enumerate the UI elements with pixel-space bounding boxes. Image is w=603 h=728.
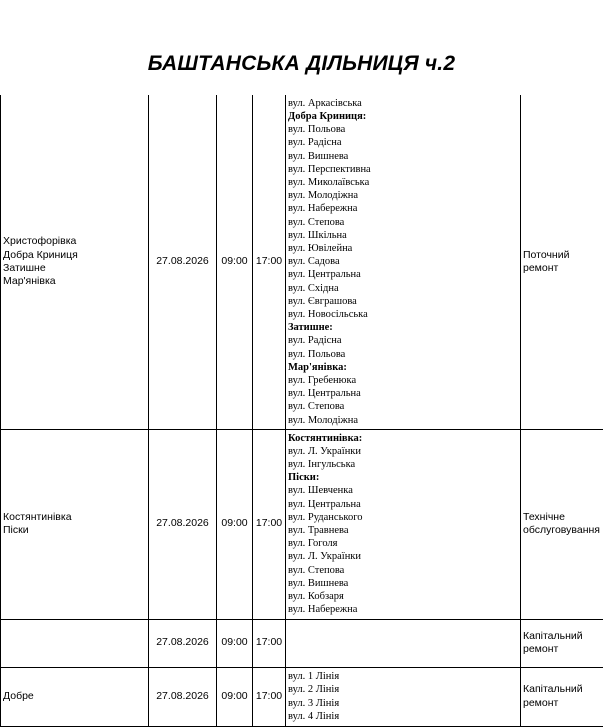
- end-time-cell: 17:00: [253, 429, 286, 619]
- street-name: вул. Молодіжна: [288, 190, 359, 202]
- street-name: вул. 2 Лінія: [288, 684, 340, 696]
- location-name: Костянтинівка: [3, 510, 72, 523]
- settlement-heading: Піски:: [288, 472, 320, 484]
- work-type-line: Технічне: [523, 510, 565, 523]
- work-type-cell: [521, 619, 603, 667]
- table-body: [1, 95, 603, 726]
- street-name: вул. Центральна: [288, 388, 361, 400]
- street-name: вул. Степова: [288, 216, 345, 228]
- street-name: вул. Степова: [288, 564, 345, 576]
- street-name: вул. Перспективна: [288, 163, 371, 175]
- locations-cell: [1, 619, 149, 667]
- end-time-cell: 17:00: [253, 619, 286, 667]
- street-name: вул. Руданського: [288, 511, 363, 523]
- outage-schedule-table: [0, 95, 603, 727]
- streets-cell: [286, 667, 521, 726]
- work-type-line: Капітальний: [523, 629, 583, 642]
- locations-cell: [1, 667, 149, 726]
- street-name: вул. 4 Лінія: [288, 710, 340, 722]
- date-cell: 27.08.2026: [149, 619, 217, 667]
- location-name: Мар'янівка: [3, 274, 56, 287]
- street-name: вул. Кобзаря: [288, 591, 344, 603]
- work-type-line: ремонт: [523, 261, 559, 274]
- location-name: Христофорівка: [3, 235, 77, 248]
- table-row: [1, 95, 603, 429]
- street-name: вул. Новосільська: [288, 308, 368, 320]
- settlement-heading: Мар'янівка:: [288, 361, 347, 373]
- street-name: вул. Вишнева: [288, 150, 349, 162]
- street-name: вул. Інгульська: [288, 458, 356, 470]
- street-name: вул. Молодіжна: [288, 414, 359, 426]
- date-cell: 27.08.2026: [149, 667, 217, 726]
- street-name: вул. Євграшова: [288, 295, 357, 307]
- street-name: вул. Польова: [288, 124, 346, 136]
- settlement-heading: Добра Криниця:: [288, 110, 367, 122]
- work-type-line: ремонт: [523, 696, 559, 709]
- street-name: вул. Шкільна: [288, 229, 347, 241]
- street-name: вул. Л. Українки: [288, 445, 362, 457]
- street-name: вул. Степова: [288, 401, 345, 413]
- street-name: вул. 3 Лінія: [288, 697, 340, 709]
- street-name: вул. Шевченка: [288, 485, 353, 497]
- location-name: Затишне: [3, 261, 46, 274]
- table-row: [1, 429, 603, 619]
- street-name: вул. Радісна: [288, 137, 342, 149]
- street-name: вул. Гребенюка: [288, 374, 357, 386]
- locations-cell: [1, 95, 149, 429]
- page-title: БАШТАНСЬКА ДІЛЬНИЦЯ ч.2: [147, 52, 456, 75]
- start-time-cell: 09:00: [217, 667, 253, 726]
- settlement-heading: Костянтинівка:: [288, 432, 363, 444]
- table-row: [1, 667, 603, 726]
- street-name: вул. Садова: [288, 256, 340, 268]
- date-cell: 27.08.2026: [149, 429, 217, 619]
- work-type-line: Капітальний: [523, 683, 583, 696]
- settlement-heading: Затишне:: [288, 322, 333, 334]
- start-time-cell: 09:00: [217, 429, 253, 619]
- location-name: Добра Криниця: [3, 248, 78, 261]
- work-type-line: обслуговування: [523, 524, 600, 536]
- street-name: вул. Набережна: [288, 604, 358, 616]
- street-name: вул. Миколаївська: [288, 176, 370, 188]
- street-name: вул. Польова: [288, 348, 346, 360]
- street-name: вул. Вишнева: [288, 577, 349, 589]
- street-name: вул. Л. Українки: [288, 551, 362, 563]
- street-name: вул. 1 Лінія: [288, 671, 340, 683]
- street-name: вул. Ювілейна: [288, 242, 353, 254]
- street-name: вул. Набережна: [288, 203, 358, 215]
- street-name: вул. Радісна: [288, 335, 342, 347]
- table-row: [1, 619, 603, 667]
- street-name: вул. Центральна: [288, 269, 361, 281]
- location-name: Добре: [3, 689, 34, 702]
- street-name: вул. Гоголя: [288, 538, 338, 550]
- street-name: вул. Східна: [288, 282, 339, 294]
- start-time-cell: 09:00: [217, 95, 253, 429]
- work-type-line: Поточний: [523, 248, 570, 261]
- location-name: Піски: [3, 524, 29, 536]
- end-time-cell: 17:00: [253, 667, 286, 726]
- date-cell: 27.08.2026: [149, 95, 217, 429]
- street-name: вул. Аркасівська: [288, 97, 362, 109]
- streets-cell: [286, 619, 521, 667]
- streets-cell: [286, 95, 521, 429]
- start-time-cell: 09:00: [217, 619, 253, 667]
- work-type-cell: [521, 95, 603, 429]
- end-time-cell: 17:00: [253, 95, 286, 429]
- street-name: вул. Травнева: [288, 525, 349, 536]
- work-type-cell: [521, 667, 603, 726]
- street-name: вул. Центральна: [288, 498, 361, 510]
- work-type-cell: [521, 429, 603, 619]
- streets-cell: [286, 429, 521, 619]
- locations-cell: [1, 429, 149, 619]
- work-type-line: ремонт: [523, 643, 559, 655]
